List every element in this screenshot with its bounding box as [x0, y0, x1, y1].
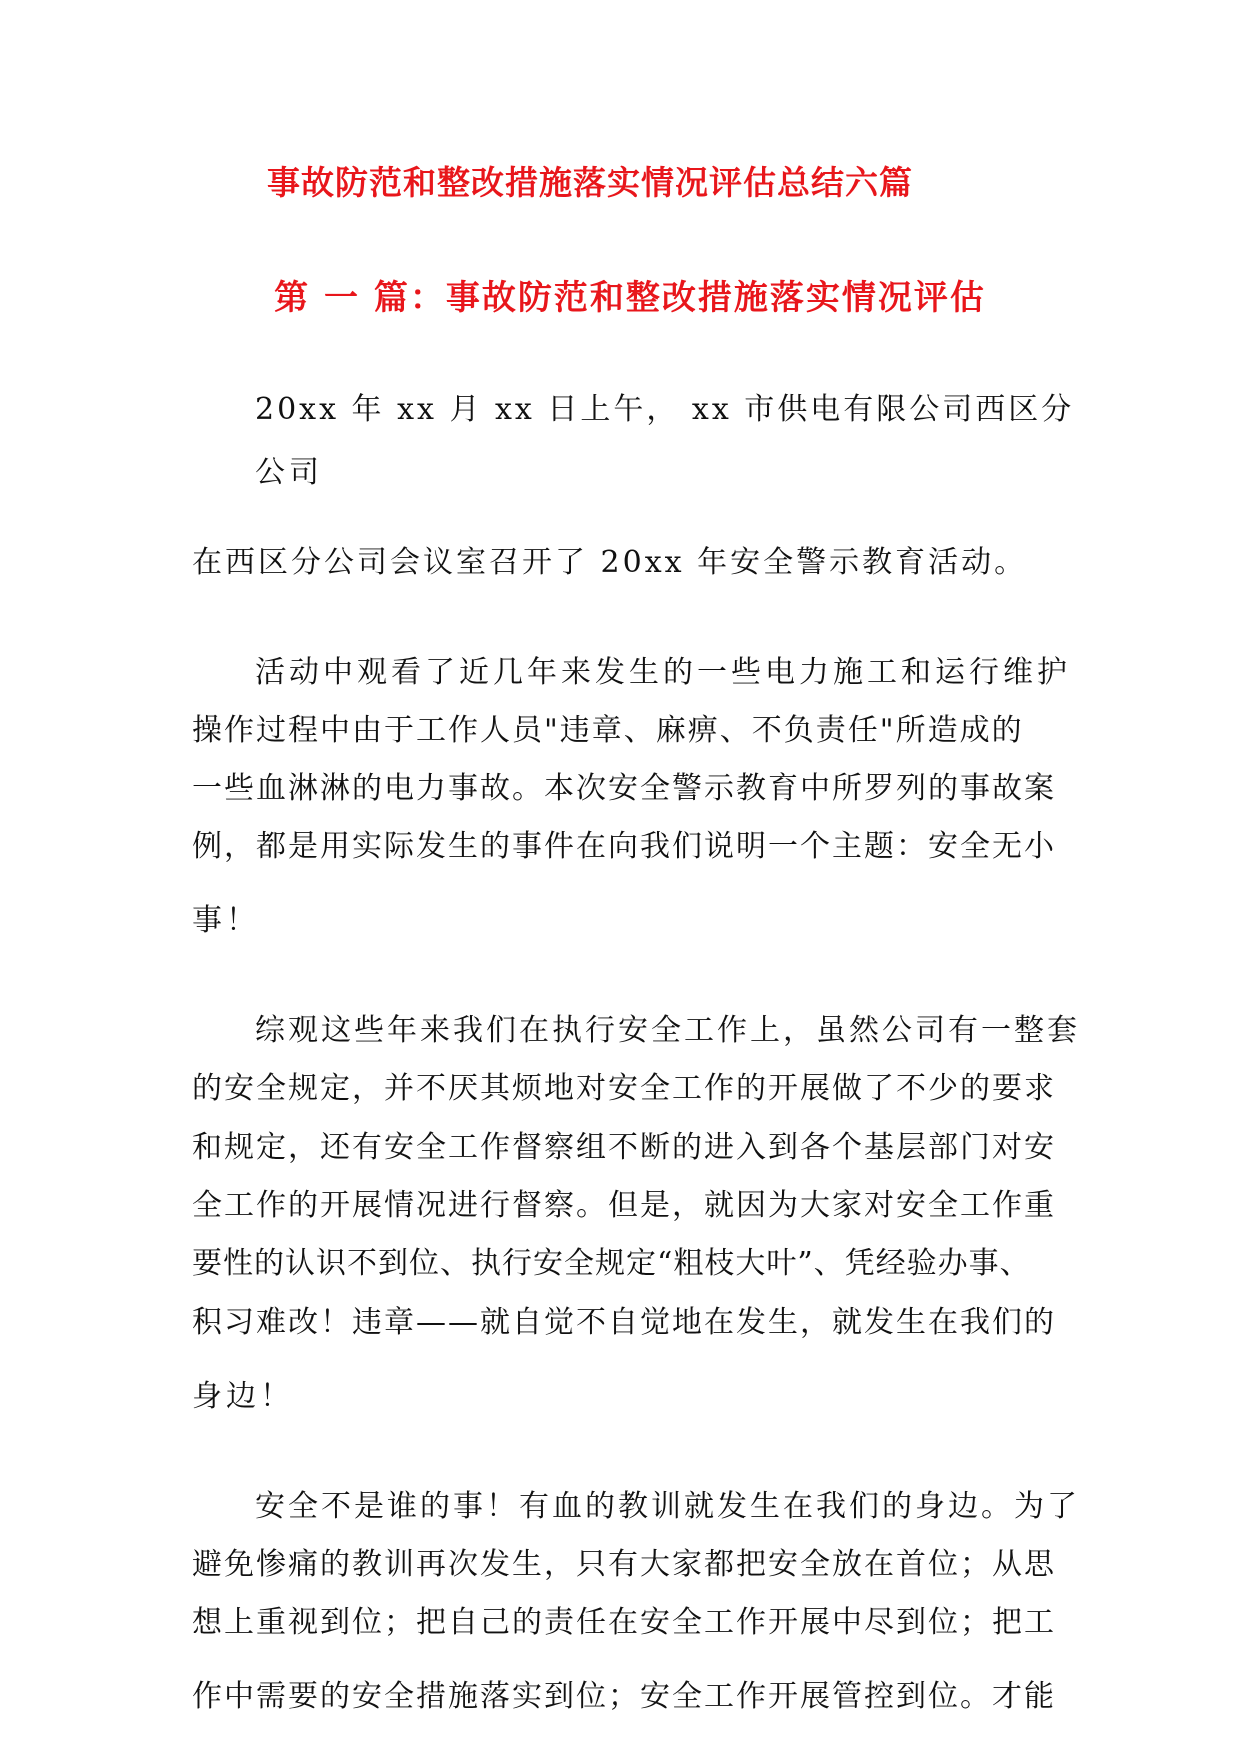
- paragraph-line: 身边！: [192, 1379, 294, 1414]
- document-title: 事故防范和整改措施落实情况评估总结六篇: [267, 163, 913, 202]
- paragraph-line: 和规定，还有安全工作督察组不断的进入到各个基层部门对安: [192, 1130, 1056, 1165]
- paragraph-line: 的安全规定，并不厌其烦地对安全工作的开展做了不少的要求: [192, 1071, 1056, 1106]
- paragraph-line: 想上重视到位；把自己的责任在安全工作开展中尽到位；把工: [192, 1605, 1056, 1640]
- paragraph-line: 例，都是用实际发生的事件在向我们说明一个主题：安全无小: [192, 829, 1056, 864]
- paragraph-line: 作中需要的安全措施落实到位；安全工作开展管控到位。才能: [192, 1679, 1056, 1714]
- paragraph-line: 安全不是谁的事！有血的教训就发生在我们的身边。为了: [255, 1489, 1080, 1524]
- paragraph-line: 全工作的开展情况进行督察。但是，就因为大家对安全工作重: [192, 1188, 1056, 1223]
- paragraph-line: 避免惨痛的教训再次发生，只有大家都把安全放在首位；从思: [192, 1547, 1056, 1582]
- paragraph-line: 积习难改！违章——就自觉不自觉地在发生，就发生在我们的: [192, 1305, 1056, 1340]
- paragraph-line: 活动中观看了近几年来发生的一些电力施工和运行维护: [255, 655, 1071, 690]
- paragraph-line: 综观这些年来我们在执行安全工作上，虽然公司有一整套: [255, 1013, 1080, 1048]
- paragraph-line: 在西区分公司会议室召开了 20xx 年安全警示教育活动。: [192, 545, 1028, 580]
- paragraph-line: 公司: [255, 455, 323, 490]
- section-title: 第 一 篇：事故防范和整改措施落实情况评估: [274, 278, 986, 318]
- paragraph-line: 要性的认识不到位、执行安全规定“粗枝大叶”、凭经验办事、: [192, 1246, 1031, 1281]
- paragraph-line: 事！: [192, 903, 260, 938]
- paragraph-line: 20xx 年 xx 月 xx 日上午， xx 市供电有限公司西区分: [255, 392, 1075, 427]
- paragraph-line: 一些血淋淋的电力事故。本次安全警示教育中所罗列的事故案: [192, 771, 1056, 806]
- paragraph-line: 操作过程中由于工作人员"违章、麻痹、不负责任"所造成的: [192, 713, 1024, 748]
